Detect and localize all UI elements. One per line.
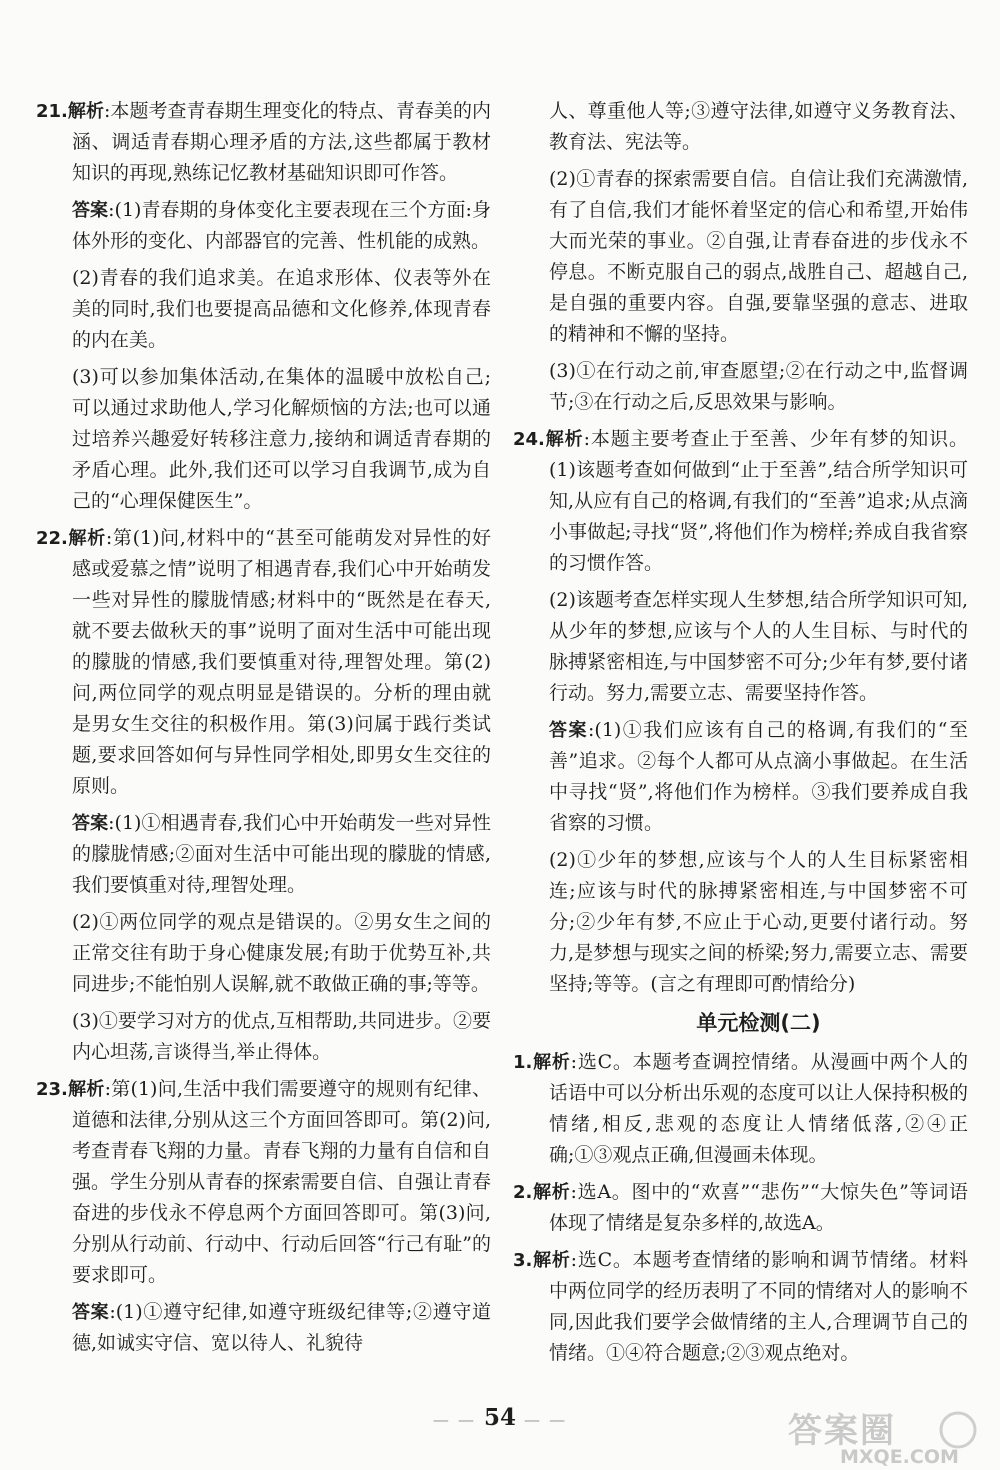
question-analysis xyxy=(513,424,968,579)
section-heading: 单元检测(二) xyxy=(696,1011,821,1035)
watermark-url: MXQE.COM xyxy=(840,1446,959,1466)
block-label: 21.解析 xyxy=(36,101,104,122)
watermark-logo xyxy=(782,1408,992,1466)
block-label: 答案 xyxy=(72,813,109,834)
block-label: 3.解析 xyxy=(513,1250,571,1271)
answer-paragraph xyxy=(513,585,968,709)
block-label: 22.解析 xyxy=(36,528,106,549)
block-text: :选A。图中的“欢喜”“悲伤”“大惊失色”等词语体现了情绪是复杂多样的,故选A。 xyxy=(549,1181,968,1234)
answer-paragraph xyxy=(36,907,491,1000)
answer-paragraph xyxy=(36,1297,491,1359)
block-text: (2)①两位同学的观点是错误的。②男女生之间的正常交往有助于身心健康发展;有助于优势互补,共同进步;不能怕别人误解,就不敢做正确的事;等等。 xyxy=(72,911,491,995)
block-label: 答案 xyxy=(72,1302,110,1323)
block-text: :本题主要考查止于至善、少年有梦的知识。(1)该题考查如何做到“止于至善”,结合所学知识可知,从应有自己的格调,有我们的“至善”追求;从点滴小事做起;寻找“贤”,将他们作为榜样;养成自我省察的习惯作答。 xyxy=(549,428,968,574)
question-analysis xyxy=(36,1074,491,1291)
block-label: 答案 xyxy=(549,720,588,741)
page-number-dash-left: — — xyxy=(432,1410,476,1429)
question-analysis xyxy=(513,1245,968,1369)
block-text: :(1)①我们应该有自己的格调,有我们的“至善”追求。②每个人都可从点滴小事做起。在生活中寻找“贤”,将他们作为榜样。③我们要养成自我省察的习惯。 xyxy=(549,719,968,834)
answer-paragraph xyxy=(513,715,968,839)
block-label: 24.解析 xyxy=(513,429,584,450)
answer-paragraph xyxy=(36,195,491,257)
answer-paragraph xyxy=(36,808,491,901)
left-column xyxy=(36,96,491,1365)
block-text: :本题考查青春期生理变化的特点、青春美的内涵、调适青春期心理矛盾的方法,这些都属于教材知识的再现,熟练记忆教材基础知识即可作答。 xyxy=(72,100,491,184)
block-text: :(1)①相遇青春,我们心中开始萌发一些对异性的朦胧情感;②面对生活中可能出现的朦胧的情感,我们要慎重对待,理智处理。 xyxy=(72,812,491,896)
page-number-dash-right: — — xyxy=(524,1410,568,1429)
block-text: :第(1)问,材料中的“甚至可能萌发对异性的好感或爱慕之情”说明了相遇青春,我们心中开始萌发一些对异性的朦胧情感;材料中的“既然是在春天,就不要去做秋天的事”说明了面对生活中可能出现的朦胧的情感,我们要慎重对待,理智处理。第(2)问,两位同学的观点明显是错误的。分析的理由就是男女生交往的积极作用。第(3)问属于践行类试题,要求回答如何与异性同学相处,即男女生交往的原则。 xyxy=(72,527,491,797)
block-text: (3)①在行动之前,审查愿望;②在行动之中,监督调节;③在行动之后,反思效果与影响。 xyxy=(549,360,968,413)
block-text: 人、尊重他人等;③遵守法律,如遵守义务教育法、教育法、宪法等。 xyxy=(549,100,968,153)
block-label: 2.解析 xyxy=(513,1182,571,1203)
answer-paragraph xyxy=(513,845,968,1000)
right-column xyxy=(513,96,968,1375)
answer-paragraph xyxy=(36,263,491,356)
block-text: (2)该题考查怎样实现人生梦想,结合所学知识可知,从少年的梦想,应该与个人的人生目标、与时代的脉搏紧密相连,与中国梦密不可分;少年有梦,要付诸行动。努力,需要立志、需要坚持作答。 xyxy=(549,589,968,704)
block-text: (2)①青春的探索需要自信。自信让我们充满激情,有了自信,我们才能怀着坚定的信心和希望,开始伟大而光荣的事业。②自强,让青春奋进的步伐永不停息。不断克服自己的弱点,战胜自己、超越自己,是自强的重要内容。自强,要靠坚强的意志、进取的精神和不懈的坚持。 xyxy=(549,168,968,345)
answer-paragraph xyxy=(513,164,968,350)
answer-paragraph xyxy=(36,1006,491,1068)
block-text: :第(1)问,生活中我们需要遵守的规则有纪律、道德和法律,分别从这三个方面回答即可。第(2)问,考查青春飞翔的力量。青春飞翔的力量有自信和自强。学生分别从青春的探索需要自信、自强让青春奋进的步伐永不停息两个方面回答即可。第(3)问,分别从行动前、行动中、行动后回答“行己有耻”的要求即可。 xyxy=(72,1078,491,1286)
question-analysis xyxy=(36,96,491,189)
block-label: 答案 xyxy=(72,200,109,221)
watermark-text: 答案圈 xyxy=(788,1411,896,1451)
block-text: :(1)青春期的身体变化主要表现在三个方面:身体外形的变化、内部器官的完善、性机能的成熟。 xyxy=(72,199,492,252)
question-analysis xyxy=(513,1177,968,1239)
answer-paragraph xyxy=(513,96,968,158)
question-analysis xyxy=(513,1047,968,1171)
block-text: :选C。本题考查情绪的影响和调节情绪。材料中两位同学的经历表明了不同的情绪对人的影响不同,因此我们要学会做情绪的主人,合理调节自己的情绪。①④符合题意;②③观点绝对。 xyxy=(549,1249,968,1364)
block-text: (2)青春的我们追求美。在追求形体、仪表等外在美的同时,我们也要提高品德和文化修养,体现青春的内在美。 xyxy=(72,267,491,351)
question-analysis xyxy=(36,523,491,802)
block-label: 23.解析 xyxy=(36,1079,105,1100)
block-text: (2)①少年的梦想,应该与个人的人生目标紧密相连;应该与时代的脉搏紧密相连,与中国梦密不可分;②少年有梦,不应止于心动,更要付诸行动。努力,是梦想与现实之间的桥梁;努力,需要立志、需要坚持;等等。(言之有理即可酌情给分) xyxy=(549,849,968,995)
block-text: (3)①要学习对方的优点,互相帮助,共同进步。②要内心坦荡,言谈得当,举止得体。 xyxy=(72,1010,491,1063)
block-text: (3)可以参加集体活动,在集体的温暖中放松自己;可以通过求助他人,学习化解烦恼的方法;也可以通过培养兴趣爱好转移注意力,接纳和调适青春期的矛盾心理。此外,我们还可以学习自我调节,成为自己的“心理保健医生”。 xyxy=(72,366,491,512)
answer-paragraph xyxy=(513,356,968,418)
page-number: 54 xyxy=(483,1404,516,1431)
block-text: :(1)①遵守纪律,如遵守班级纪律等;②遵守道德,如诚实守信、宽以待人、礼貌待 xyxy=(72,1301,491,1354)
block-label: 1.解析 xyxy=(513,1052,571,1073)
answer-paragraph xyxy=(36,362,491,517)
block-text: :选C。本题考查调控情绪。从漫画中两个人的话语中可以分析出乐观的态度可以让人保持积极的情绪,相反,悲观的态度让人情绪低落,②④正确;①③观点正确,但漫画未体现。 xyxy=(549,1051,968,1166)
watermark-ring-icon xyxy=(941,1413,975,1447)
